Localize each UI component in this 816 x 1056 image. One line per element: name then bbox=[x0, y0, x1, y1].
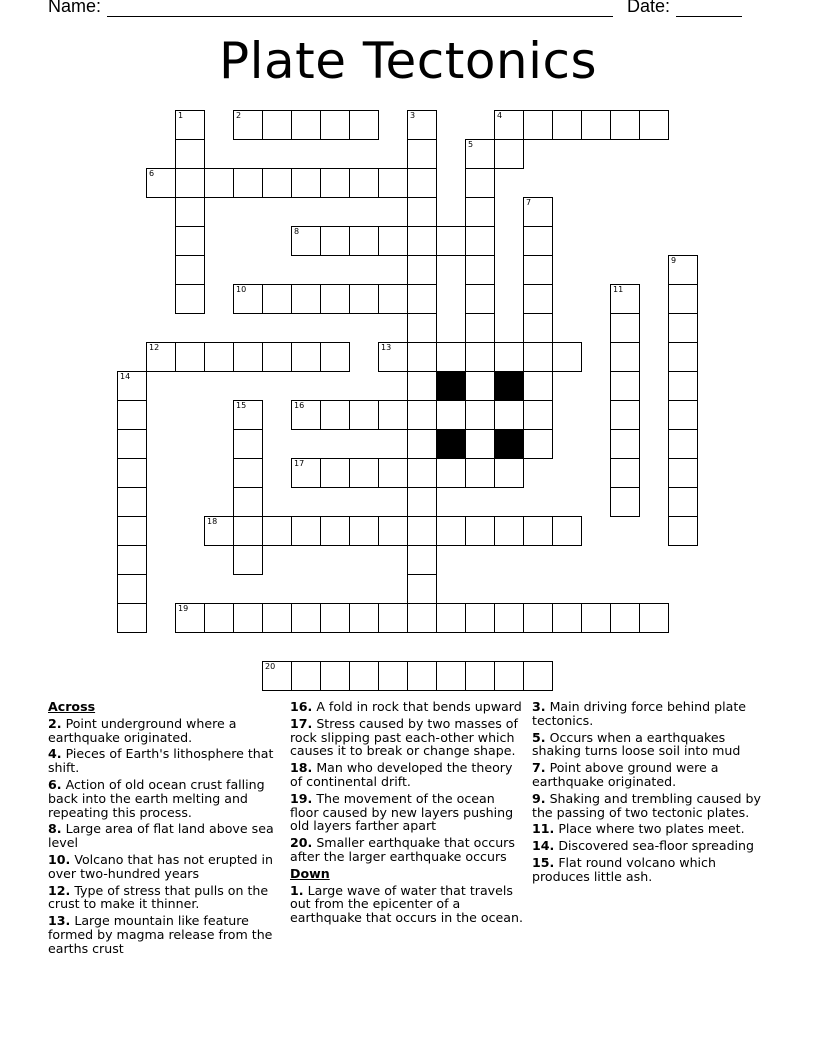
grid-cell[interactable] bbox=[117, 545, 147, 575]
grid-cell[interactable] bbox=[320, 458, 350, 488]
grid-cell[interactable] bbox=[494, 516, 524, 546]
clue-number-label: 10. bbox=[48, 851, 71, 867]
clue-number: 4 bbox=[497, 111, 503, 120]
grid-cell[interactable] bbox=[291, 516, 321, 546]
clue-number: 8 bbox=[294, 227, 300, 236]
grid-cell[interactable] bbox=[407, 429, 437, 459]
clue-text: Point above ground were a earthquake originated. bbox=[532, 760, 719, 789]
clue bbox=[532, 761, 762, 789]
grid-cell[interactable] bbox=[378, 516, 408, 546]
clue-text: Stress caused by two masses of rock slipping past each-other which causes it to break or change shape. bbox=[290, 715, 518, 759]
name-label: Name: bbox=[48, 0, 102, 16]
clue-number-label: 4. bbox=[48, 746, 62, 762]
clue-number-label: 14. bbox=[532, 838, 555, 854]
clue-number: 5 bbox=[468, 140, 474, 149]
grid-cell[interactable] bbox=[668, 516, 698, 546]
grid-cell[interactable] bbox=[175, 168, 205, 198]
clue-number-label: 18. bbox=[290, 760, 313, 776]
grid-cell[interactable] bbox=[262, 168, 292, 198]
clues-column-1 bbox=[48, 700, 278, 959]
clue bbox=[290, 884, 526, 925]
grid-cell[interactable] bbox=[378, 603, 408, 633]
grid-cell[interactable] bbox=[320, 284, 350, 314]
clue bbox=[48, 717, 278, 745]
grid-cell[interactable] bbox=[175, 342, 205, 372]
clue-number-label: 19. bbox=[290, 790, 313, 806]
grid-cell[interactable] bbox=[610, 371, 640, 401]
grid-cell[interactable] bbox=[378, 342, 408, 372]
clues-column-2 bbox=[290, 700, 526, 928]
grid-cell[interactable] bbox=[291, 661, 321, 691]
grid-cell[interactable] bbox=[407, 313, 437, 343]
clue-number-label: 13. bbox=[48, 913, 71, 929]
grid-cell[interactable] bbox=[233, 487, 263, 517]
grid-cell[interactable] bbox=[465, 168, 495, 198]
clue-text: Shaking and trembling caused by the passing of two tectonic plates. bbox=[532, 790, 761, 820]
grid-cell[interactable] bbox=[291, 284, 321, 314]
clue-number-label: 2. bbox=[48, 715, 62, 731]
clue-number: 3 bbox=[410, 111, 416, 120]
grid-cell[interactable] bbox=[291, 168, 321, 198]
grid-cell[interactable] bbox=[494, 661, 524, 691]
grid-cell[interactable] bbox=[668, 400, 698, 430]
grid-cell[interactable] bbox=[320, 400, 350, 430]
grid-cell[interactable] bbox=[117, 516, 147, 546]
grid-cell[interactable] bbox=[407, 168, 437, 198]
grid-cell[interactable] bbox=[407, 371, 437, 401]
black-cell bbox=[436, 429, 466, 459]
clue-text: Man who developed the theory of continental drift. bbox=[290, 760, 513, 789]
black-cell bbox=[494, 371, 524, 401]
grid-cell[interactable] bbox=[291, 226, 321, 256]
clue bbox=[290, 792, 526, 833]
grid-cell[interactable] bbox=[581, 110, 611, 140]
grid-cell[interactable] bbox=[291, 458, 321, 488]
grid-cell[interactable] bbox=[117, 458, 147, 488]
grid-cell[interactable] bbox=[233, 284, 263, 314]
clue bbox=[290, 761, 526, 789]
grid-cell[interactable] bbox=[233, 545, 263, 575]
grid-cell[interactable] bbox=[465, 458, 495, 488]
clue-number-label: 6. bbox=[48, 776, 62, 792]
grid-cell[interactable] bbox=[146, 168, 176, 198]
grid-cell[interactable] bbox=[523, 313, 553, 343]
grid-cell[interactable] bbox=[233, 110, 263, 140]
clue-text: Point underground where a earthquake originated. bbox=[48, 715, 237, 745]
clue-text: Main driving force behind plate tectonics. bbox=[532, 699, 747, 728]
clue-number: 17 bbox=[294, 459, 305, 468]
down-heading: Down bbox=[290, 865, 330, 881]
grid-cell[interactable] bbox=[668, 313, 698, 343]
grid-cell[interactable] bbox=[465, 255, 495, 285]
grid-cell[interactable] bbox=[436, 516, 466, 546]
grid-cell[interactable] bbox=[523, 400, 553, 430]
grid-cell[interactable] bbox=[204, 342, 234, 372]
grid-cell[interactable] bbox=[494, 458, 524, 488]
grid-cell[interactable] bbox=[407, 255, 437, 285]
clue-text: Place where two plates meet. bbox=[554, 821, 745, 837]
grid-cell[interactable] bbox=[349, 284, 379, 314]
grid-cell[interactable] bbox=[639, 603, 669, 633]
clue bbox=[532, 822, 762, 836]
clue bbox=[532, 792, 762, 820]
grid-cell[interactable] bbox=[262, 284, 292, 314]
clue bbox=[532, 731, 762, 759]
grid-cell[interactable] bbox=[494, 400, 524, 430]
grid-cell[interactable] bbox=[233, 429, 263, 459]
grid-cell[interactable] bbox=[175, 110, 205, 140]
clue-text: Large wave of water that travels out from the epicenter of a earthquake that occurs in the ocean. bbox=[290, 882, 523, 926]
grid-cell[interactable] bbox=[320, 110, 350, 140]
grid-cell[interactable] bbox=[436, 603, 466, 633]
grid-cell[interactable] bbox=[436, 458, 466, 488]
grid-cell[interactable] bbox=[320, 342, 350, 372]
clue-number-label: 5. bbox=[532, 729, 546, 745]
clue-number: 19 bbox=[178, 604, 189, 613]
down-clues-continued bbox=[532, 700, 762, 884]
grid-cell[interactable] bbox=[175, 139, 205, 169]
clue bbox=[48, 884, 278, 912]
grid-cell[interactable] bbox=[407, 458, 437, 488]
grid-cell[interactable] bbox=[610, 110, 640, 140]
grid-cell[interactable] bbox=[523, 342, 553, 372]
grid-cell[interactable] bbox=[407, 516, 437, 546]
grid-cell[interactable] bbox=[465, 313, 495, 343]
clue-text: Large area of flat land above sea level bbox=[48, 821, 274, 851]
grid-cell[interactable] bbox=[349, 516, 379, 546]
across-clues-list bbox=[48, 717, 278, 956]
grid-cell[interactable] bbox=[610, 458, 640, 488]
grid-cell[interactable] bbox=[175, 603, 205, 633]
grid-cell[interactable] bbox=[436, 661, 466, 691]
grid-cell[interactable] bbox=[378, 400, 408, 430]
grid-cell[interactable] bbox=[320, 516, 350, 546]
clue bbox=[290, 836, 526, 864]
grid-cell[interactable] bbox=[204, 168, 234, 198]
grid-cell[interactable] bbox=[668, 255, 698, 285]
grid-cell[interactable] bbox=[465, 400, 495, 430]
grid-cell[interactable] bbox=[349, 168, 379, 198]
grid-cell[interactable] bbox=[175, 197, 205, 227]
clue-number-label: 16. bbox=[290, 699, 313, 714]
grid-cell[interactable] bbox=[407, 545, 437, 575]
grid-cell[interactable] bbox=[407, 400, 437, 430]
grid-cell[interactable] bbox=[523, 255, 553, 285]
black-cell bbox=[436, 371, 466, 401]
clue-number-label: 12. bbox=[48, 882, 71, 898]
grid-cell[interactable] bbox=[552, 110, 582, 140]
grid-cell[interactable] bbox=[668, 429, 698, 459]
grid-cell[interactable] bbox=[552, 603, 582, 633]
clue-text: A fold in rock that bends upward bbox=[312, 699, 522, 714]
grid-cell[interactable] bbox=[610, 284, 640, 314]
grid-cell[interactable] bbox=[117, 603, 147, 633]
clue bbox=[48, 747, 278, 775]
grid-cell[interactable] bbox=[610, 429, 640, 459]
grid-cell[interactable] bbox=[523, 603, 553, 633]
grid-cell[interactable] bbox=[233, 516, 263, 546]
grid-cell[interactable] bbox=[291, 110, 321, 140]
clue-number-label: 20. bbox=[290, 835, 313, 851]
grid-cell[interactable] bbox=[378, 458, 408, 488]
grid-cell[interactable] bbox=[581, 603, 611, 633]
grid-cell[interactable] bbox=[378, 284, 408, 314]
clue-text: Type of stress that pulls on the crust to make it thinner. bbox=[48, 882, 269, 912]
clue-number: 20 bbox=[265, 662, 276, 671]
clue-text: Pieces of Earth's lithosphere that shift. bbox=[48, 746, 274, 776]
grid-cell[interactable] bbox=[436, 400, 466, 430]
grid-cell[interactable] bbox=[291, 400, 321, 430]
grid-cell[interactable] bbox=[117, 429, 147, 459]
clue bbox=[532, 839, 762, 853]
grid-cell[interactable] bbox=[465, 226, 495, 256]
clue-number: 7 bbox=[526, 198, 532, 207]
clue-number: 6 bbox=[149, 169, 155, 178]
grid-cell[interactable] bbox=[465, 284, 495, 314]
grid-cell[interactable] bbox=[465, 371, 495, 401]
clue-number-label: 3. bbox=[532, 699, 546, 714]
grid-cell[interactable] bbox=[320, 661, 350, 691]
clue bbox=[48, 914, 278, 955]
grid-cell[interactable] bbox=[233, 342, 263, 372]
grid-cell[interactable] bbox=[610, 400, 640, 430]
grid-cell[interactable] bbox=[407, 574, 437, 604]
grid-cell[interactable] bbox=[291, 603, 321, 633]
clue-number-label: 7. bbox=[532, 760, 546, 776]
grid-cell[interactable] bbox=[668, 342, 698, 372]
grid-cell[interactable] bbox=[204, 603, 234, 633]
clue-text: Action of old ocean crust falling back into the earth melting and repeating this process. bbox=[48, 776, 265, 820]
grid-cell[interactable] bbox=[465, 342, 495, 372]
clue bbox=[48, 822, 278, 850]
black-cell bbox=[494, 429, 524, 459]
grid-cell[interactable] bbox=[668, 458, 698, 488]
grid-cell[interactable] bbox=[523, 284, 553, 314]
grid-cell[interactable] bbox=[233, 458, 263, 488]
clue-number-label: 11. bbox=[532, 821, 555, 837]
grid-cell[interactable] bbox=[523, 226, 553, 256]
grid-cell[interactable] bbox=[639, 110, 669, 140]
grid-cell[interactable] bbox=[610, 313, 640, 343]
grid-cell[interactable] bbox=[320, 226, 350, 256]
grid-cell[interactable] bbox=[465, 603, 495, 633]
clue-number: 15 bbox=[236, 401, 247, 410]
grid-cell[interactable] bbox=[523, 197, 553, 227]
grid-cell[interactable] bbox=[494, 110, 524, 140]
grid-cell[interactable] bbox=[233, 603, 263, 633]
grid-cell[interactable] bbox=[262, 110, 292, 140]
grid-cell[interactable] bbox=[378, 168, 408, 198]
grid-cell[interactable] bbox=[204, 516, 234, 546]
grid-cell[interactable] bbox=[668, 371, 698, 401]
clue-text: Occurs when a earthquakes shaking turns loose soil into mud bbox=[532, 729, 741, 759]
grid-cell[interactable] bbox=[523, 429, 553, 459]
grid-cell[interactable] bbox=[262, 603, 292, 633]
grid-cell[interactable] bbox=[349, 458, 379, 488]
grid-cell[interactable] bbox=[233, 400, 263, 430]
grid-cell[interactable] bbox=[465, 197, 495, 227]
clue-number-label: 15. bbox=[532, 854, 555, 870]
grid-cell[interactable] bbox=[117, 574, 147, 604]
grid-cell[interactable] bbox=[436, 226, 466, 256]
clue-number: 16 bbox=[294, 401, 305, 410]
grid-cell[interactable] bbox=[233, 168, 263, 198]
across-heading: Across bbox=[48, 699, 96, 714]
grid-cell[interactable] bbox=[407, 342, 437, 372]
grid-cell[interactable] bbox=[523, 516, 553, 546]
clue bbox=[48, 778, 278, 819]
grid-cell[interactable] bbox=[668, 487, 698, 517]
grid-cell[interactable] bbox=[552, 342, 582, 372]
clue-number: 12 bbox=[149, 343, 160, 352]
grid-cell[interactable] bbox=[175, 226, 205, 256]
clue-text: Volcano that has not erupted in over two-hundred years bbox=[48, 851, 274, 881]
grid-cell[interactable] bbox=[407, 139, 437, 169]
clue-number-label: 8. bbox=[48, 821, 62, 837]
grid-cell[interactable] bbox=[407, 487, 437, 517]
grid-cell[interactable] bbox=[378, 661, 408, 691]
clue-number: 18 bbox=[207, 517, 218, 526]
clue-number: 14 bbox=[120, 372, 131, 381]
grid-cell[interactable] bbox=[175, 284, 205, 314]
clue-number: 1 bbox=[178, 111, 184, 120]
grid-cell[interactable] bbox=[146, 342, 176, 372]
clue bbox=[290, 717, 526, 758]
grid-cell[interactable] bbox=[407, 284, 437, 314]
clue bbox=[290, 700, 526, 714]
clues-column-3 bbox=[532, 700, 762, 887]
clue-number-label: 1. bbox=[290, 882, 304, 898]
grid-cell[interactable] bbox=[175, 255, 205, 285]
clue-number: 13 bbox=[381, 343, 392, 352]
grid-cell[interactable] bbox=[117, 371, 147, 401]
grid-cell[interactable] bbox=[436, 342, 466, 372]
grid-cell[interactable] bbox=[494, 139, 524, 169]
grid-cell[interactable] bbox=[262, 342, 292, 372]
clue-number: 9 bbox=[671, 256, 677, 265]
clue bbox=[48, 853, 278, 881]
grid-cell[interactable] bbox=[668, 284, 698, 314]
grid-cell[interactable] bbox=[407, 661, 437, 691]
clue-text: Flat round volcano which produces little ash. bbox=[532, 854, 716, 884]
date-label: Date: bbox=[627, 0, 671, 16]
clue-text: Smaller earthquake that occurs after the larger earthquake occurs bbox=[290, 835, 515, 864]
grid-cell[interactable] bbox=[465, 429, 495, 459]
grid-cell[interactable] bbox=[349, 661, 379, 691]
clue-number-label: 9. bbox=[532, 790, 546, 806]
grid-cell[interactable] bbox=[262, 516, 292, 546]
grid-cell[interactable] bbox=[349, 603, 379, 633]
clue-number-label: 17. bbox=[290, 715, 313, 731]
grid-cell[interactable] bbox=[610, 603, 640, 633]
grid-cell[interactable] bbox=[349, 110, 379, 140]
grid-cell[interactable] bbox=[407, 603, 437, 633]
grid-cell[interactable] bbox=[407, 197, 437, 227]
clue-number: 10 bbox=[236, 285, 247, 294]
clue-number: 2 bbox=[236, 111, 242, 120]
clue bbox=[532, 700, 762, 728]
grid-cell[interactable] bbox=[320, 603, 350, 633]
across-clues-continued bbox=[290, 700, 526, 864]
grid-cell[interactable] bbox=[465, 139, 495, 169]
grid-cell[interactable] bbox=[610, 342, 640, 372]
grid-cell[interactable] bbox=[494, 342, 524, 372]
grid-cell[interactable] bbox=[117, 400, 147, 430]
clue-text: The movement of the ocean floor caused by new layers pushing old layers farther apart bbox=[290, 790, 514, 834]
grid-cell[interactable] bbox=[465, 516, 495, 546]
grid-cell[interactable] bbox=[262, 661, 292, 691]
grid-cell[interactable] bbox=[291, 342, 321, 372]
clue-text: Large mountain like feature formed by magma release from the earths crust bbox=[48, 913, 273, 956]
grid-cell[interactable] bbox=[117, 487, 147, 517]
grid-cell[interactable] bbox=[523, 661, 553, 691]
clue-number: 11 bbox=[613, 285, 624, 294]
grid-cell[interactable] bbox=[407, 110, 437, 140]
grid-cell[interactable] bbox=[407, 226, 437, 256]
grid-cell[interactable] bbox=[465, 661, 495, 691]
grid-cell[interactable] bbox=[494, 603, 524, 633]
down-clues-list bbox=[290, 884, 526, 925]
grid-cell[interactable] bbox=[349, 226, 379, 256]
grid-cell[interactable] bbox=[349, 400, 379, 430]
clue bbox=[532, 856, 762, 884]
grid-cell[interactable] bbox=[320, 168, 350, 198]
grid-cell[interactable] bbox=[552, 516, 582, 546]
grid-cell[interactable] bbox=[523, 110, 553, 140]
grid-cell[interactable] bbox=[523, 371, 553, 401]
clue-text: Discovered sea-floor spreading bbox=[554, 838, 755, 854]
grid-cell[interactable] bbox=[610, 487, 640, 517]
grid-cell[interactable] bbox=[378, 226, 408, 256]
page-title: Plate Tectonics bbox=[218, 32, 598, 90]
